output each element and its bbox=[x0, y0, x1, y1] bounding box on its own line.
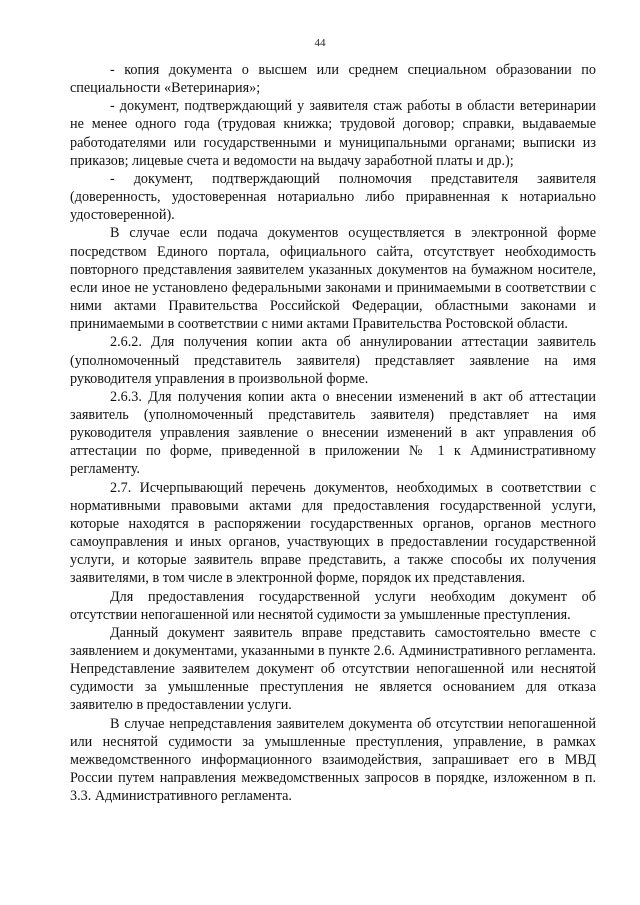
paragraph-interagency-request: В случае непредставления заявителем документа об отсутствии непогашенной или неснятой судимости за умышленные преступления, управление, в рамках межведомственного информационного взаимодействия, запрашивает его в МВД России путем направления межведомственных запросов в порядке, изложенном в п. 3.3. Административного регламента. bbox=[70, 715, 596, 805]
paragraph-work-experience: - документ, подтверждающий у заявителя стаж работы в области ветеринарии не менее одного года (трудовая книжка; трудовой договор; справки, выдаваемые работодателями или государственными и муниципальными органами; выписки из приказов; лицевые счета и ведомости на выдачу заработной платы и др.); bbox=[70, 98, 596, 169]
paragraph-diploma-copy: - копия документа о высшем или среднем специальном образовании по специальности «Ветеринария»; bbox=[70, 62, 596, 97]
paragraph-applicant-may-submit: Данный документ заявитель вправе представить самостоятельно вместе с заявлением и документами, указанными в пункте 2.6. Административного регламента. Непредставление заявителем документ об отсутствии непогашенной или неснятой судимости за умышленные преступления не является основанием для отказа заявителю в предоставлении услуги. bbox=[70, 624, 596, 714]
paragraph-2-7: 2.7. Исчерпывающий перечень документов, необходимых в соответствии с нормативными правовыми актами для предоставления государственной услуги, которые находятся в распоряжении государственных органов, органов местного самоуправления и иных органов, участвующих в предоставлении государственной услуги, и которые заявитель вправе представить, а также способы их получения заявителями, в том числе в электронной форме, порядок их представления. bbox=[70, 479, 596, 587]
page-number: 44 bbox=[314, 37, 326, 49]
paragraph-2-6-3: 2.6.3. Для получения копии акта о внесении изменений в акт об аттестации заявитель (уполномоченный представитель заявителя) представляет на имя руководителя управления заявление о внесении изменений в акт управления об аттестации по форме, приведенной в приложении № 1 к Административному регламенту. bbox=[70, 388, 596, 478]
paragraph-criminal-record-required: Для предоставления государственной услуги необходим документ об отсутствии непогашенной или неснятой судимости за умышленные преступления. bbox=[70, 588, 596, 623]
paragraph-electronic-submission: В случае если подача документов осуществляется в электронной форме посредством Единого портала, официального сайта, отсутствует необходимость повторного представления заявителем указанных документов на бумажном носителе, если иное не установлено федеральными законами и принимаемыми в соответствии с ними актами Правительства Российской Федерации, областными законами и принимаемыми в соответствии с ними актами Правительства Ростовской области. bbox=[70, 225, 596, 333]
document-body bbox=[70, 61, 596, 805]
paragraph-2-6-2: 2.6.2. Для получения копии акта об аннулировании аттестации заявитель (уполномоченный представитель заявителя) представляет заявление на имя руководителя управления в произвольной форме. bbox=[70, 334, 596, 387]
paragraph-representative-authority: - документ, подтверждающий полномочия представителя заявителя (доверенность, удостоверенная нотариально либо приравненная к нотариально удостоверенной). bbox=[70, 170, 596, 224]
